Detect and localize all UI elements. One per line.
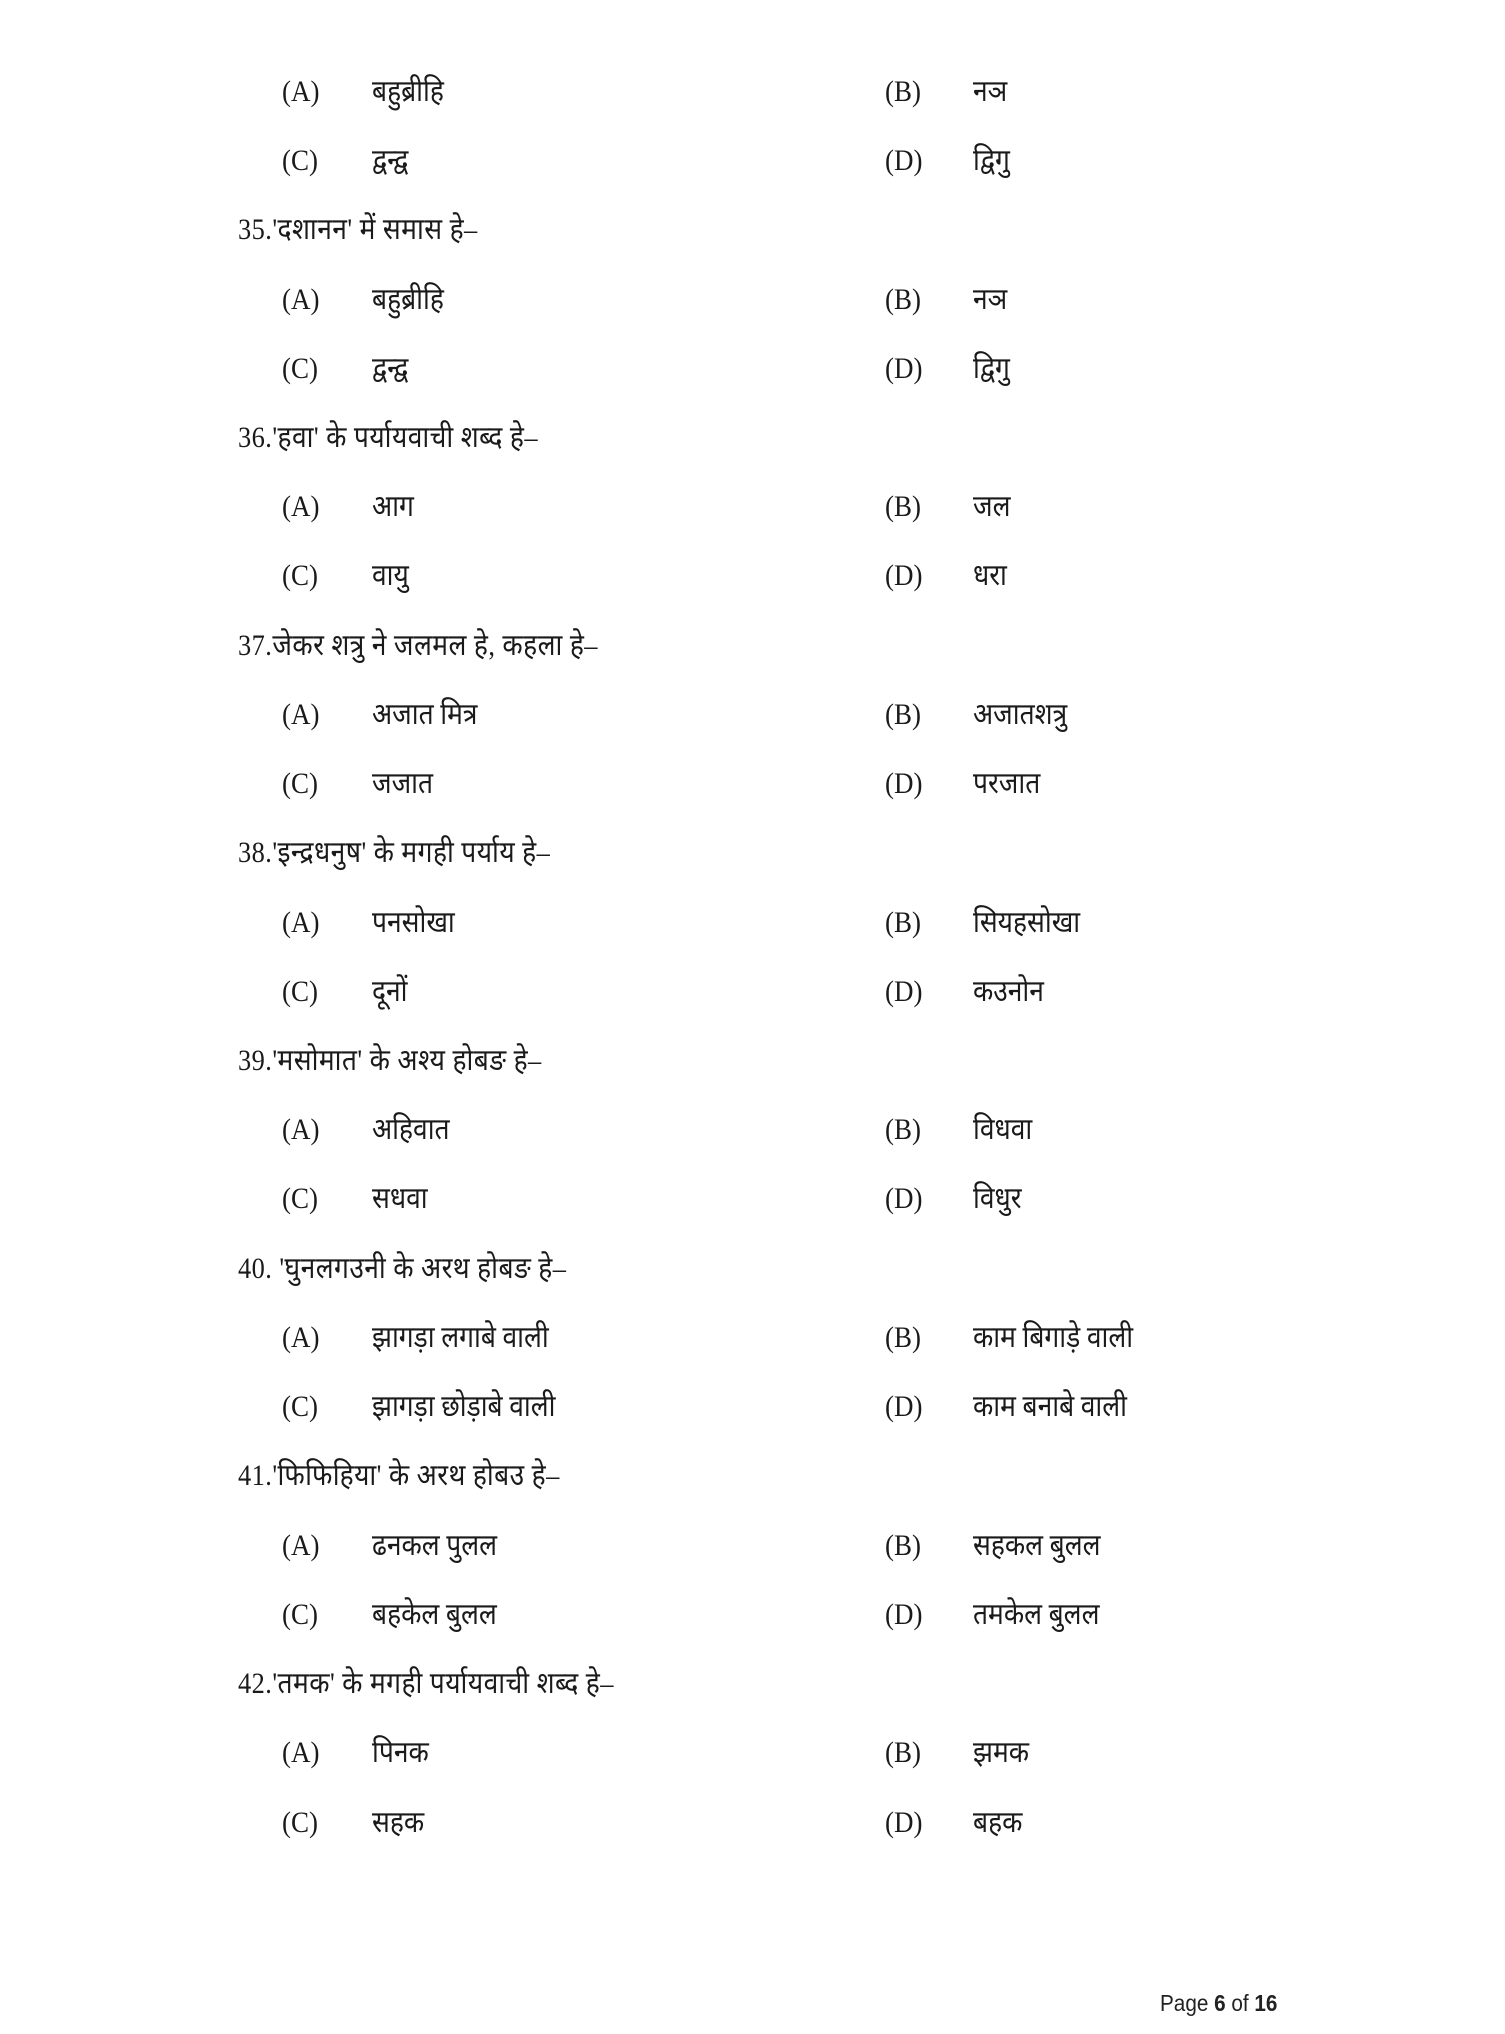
option-label: (B) [885, 283, 921, 316]
options-row [0, 1318, 1505, 1358]
question-text: 36.'हवा' के पर्यायवाची शब्द हे– [238, 421, 538, 454]
question-row [0, 418, 1505, 458]
options-row [0, 1526, 1505, 1566]
options-row [0, 1110, 1505, 1150]
option-text: बहकेल बुलल [372, 1598, 497, 1631]
option-label: (A) [282, 75, 320, 108]
option-label: (B) [885, 906, 921, 939]
question-text: 35.'दशानन' में समास हे– [238, 213, 478, 246]
options-row [0, 349, 1505, 389]
option-label: (D) [885, 559, 923, 592]
option-label: (A) [282, 1736, 320, 1769]
option-label: (C) [282, 1806, 318, 1839]
option-text: तमकेल बुलल [973, 1598, 1100, 1631]
question-row [0, 1664, 1505, 1704]
options-row [0, 141, 1505, 181]
option-text: ढनकल पुलल [372, 1529, 498, 1562]
option-label: (C) [282, 767, 318, 800]
option-text: सहक [372, 1806, 425, 1839]
option-label: (D) [885, 1806, 923, 1839]
options-row [0, 1733, 1505, 1773]
option-text: सियहसोखा [973, 906, 1081, 939]
options-row [0, 1179, 1505, 1219]
option-text: झागड़ा लगाबे वाली [372, 1321, 549, 1354]
option-label: (C) [282, 1598, 318, 1631]
option-text: द्वन्द्व [372, 144, 409, 177]
option-label: (C) [282, 1390, 318, 1423]
options-row [0, 1387, 1505, 1427]
option-text: आग [372, 490, 414, 523]
option-text: झमक [973, 1736, 1030, 1769]
option-text: दूनों [372, 975, 408, 1008]
option-label: (C) [282, 1182, 318, 1215]
option-text: झागड़ा छोड़ाबे वाली [372, 1390, 556, 1423]
option-label: (D) [885, 144, 923, 177]
option-text: द्विगु [973, 352, 1010, 385]
option-label: (B) [885, 1321, 921, 1354]
question-row [0, 1249, 1505, 1289]
options-row [0, 1803, 1505, 1843]
current-page-number: 6 [1214, 1990, 1226, 2016]
options-row [0, 280, 1505, 320]
option-label: (C) [282, 352, 318, 385]
options-row [0, 903, 1505, 943]
option-label: (C) [282, 975, 318, 1008]
question-text: 38.'इन्द्रधनुष' के मगही पर्याय हे– [238, 836, 551, 869]
page-prefix: Page [1160, 1990, 1209, 2016]
option-label: (D) [885, 1182, 923, 1215]
option-label: (B) [885, 75, 921, 108]
options-row [0, 487, 1505, 527]
page-of-label: of [1231, 1990, 1249, 2016]
option-text: अजात मित्र [372, 698, 478, 731]
option-text: विधवा [973, 1113, 1033, 1146]
option-text: जजात [372, 767, 434, 800]
option-label: (A) [282, 283, 320, 316]
option-text: धरा [973, 559, 1007, 592]
option-label: (D) [885, 1390, 923, 1423]
question-row [0, 833, 1505, 873]
option-label: (A) [282, 698, 320, 731]
option-text: पनसोखा [372, 906, 455, 939]
options-row [0, 695, 1505, 735]
option-label: (D) [885, 352, 923, 385]
option-text: काम बनाबे वाली [973, 1390, 1127, 1423]
option-label: (A) [282, 1113, 320, 1146]
option-text: कउनोन [973, 975, 1044, 1008]
option-label: (A) [282, 1321, 320, 1354]
question-row [0, 210, 1505, 250]
question-row [0, 626, 1505, 666]
total-pages-number: 16 [1254, 1990, 1278, 2016]
option-text: अहिवात [372, 1113, 450, 1146]
option-text: द्विगु [973, 144, 1010, 177]
option-label: (D) [885, 975, 923, 1008]
option-text: काम बिगाड़े वाली [973, 1321, 1134, 1354]
option-label: (B) [885, 490, 921, 523]
question-text: 37.जेकर शत्रु ने जलमल हे, कहला हे– [238, 629, 598, 662]
option-text: बहुब्रीहि [372, 75, 444, 108]
option-text: परजात [973, 767, 1041, 800]
option-label: (C) [282, 144, 318, 177]
option-label: (B) [885, 698, 921, 731]
option-text: वायु [372, 559, 409, 592]
option-label: (D) [885, 1598, 923, 1631]
option-label: (B) [885, 1113, 921, 1146]
option-label: (A) [282, 906, 320, 939]
option-text: नञ [973, 75, 1008, 108]
option-text: सहकल बुलल [973, 1529, 1101, 1562]
option-label: (B) [885, 1736, 921, 1769]
option-text: नञ [973, 283, 1008, 316]
option-text: पिनक [372, 1736, 429, 1769]
question-text: 42.'तमक' के मगही पर्यायवाची शब्द हे– [238, 1667, 614, 1700]
option-label: (A) [282, 1529, 320, 1562]
question-text: 41.'फिफिहिया' के अरथ होबउ हे– [238, 1459, 560, 1492]
option-text: अजातशत्रु [973, 698, 1068, 731]
page-number-footer [1160, 1988, 1277, 2018]
option-text: जल [973, 490, 1011, 523]
options-row [0, 972, 1505, 1012]
question-row [0, 1456, 1505, 1496]
option-label: (A) [282, 490, 320, 523]
options-row [0, 72, 1505, 112]
option-label: (C) [282, 559, 318, 592]
option-label: (B) [885, 1529, 921, 1562]
options-row [0, 764, 1505, 804]
question-row [0, 1041, 1505, 1081]
options-row [0, 1595, 1505, 1635]
option-text: द्वन्द्व [372, 352, 409, 385]
option-label: (D) [885, 767, 923, 800]
option-text: बहुब्रीहि [372, 283, 444, 316]
options-row [0, 556, 1505, 596]
question-text: 39.'मसोमात' के अश्य होबङ हे– [238, 1044, 542, 1077]
option-text: सधवा [372, 1182, 428, 1215]
option-text: विधुर [973, 1182, 1022, 1215]
option-text: बहक [973, 1806, 1023, 1839]
question-text: 40. 'घुनलगउनी के अरथ होबङ हे– [238, 1252, 567, 1285]
